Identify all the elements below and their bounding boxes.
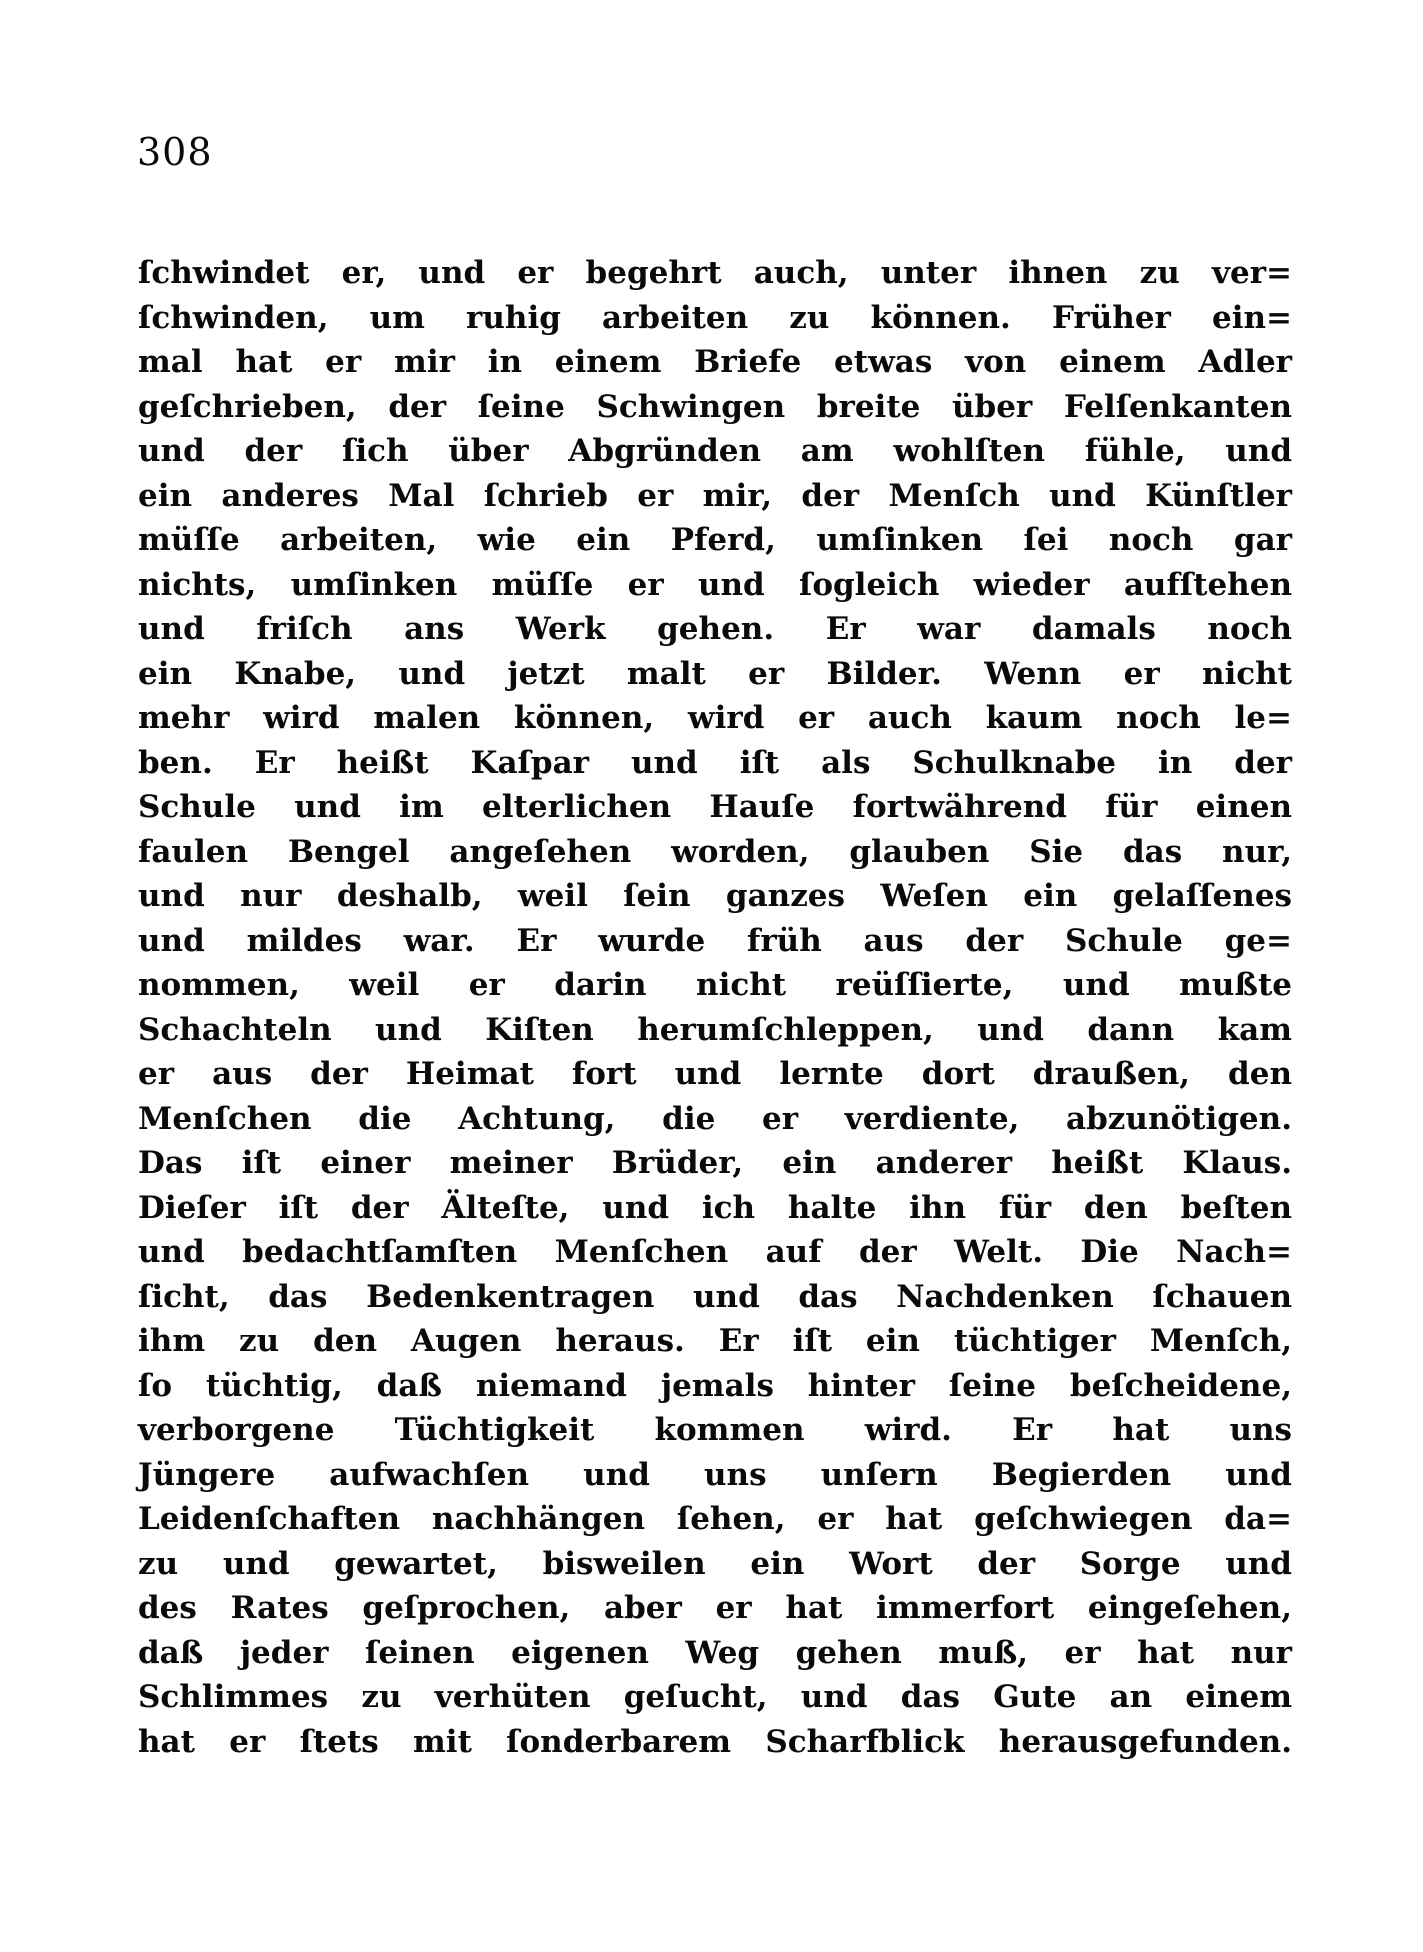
text-line: Dieſer iſt der Älteſte, und ich halte ihn für den beſten: [138, 1189, 1292, 1226]
text-line: zu und gewartet, bisweilen ein Wort der Sorge und: [138, 1545, 1292, 1582]
text-line: nommen, weil er darin nicht reüſſierte, und mußte: [138, 967, 1292, 1003]
text-line: und bedachtſamſten Menſchen auf der Welt. Die Nach=: [138, 1234, 1292, 1270]
page-number: 308: [137, 130, 213, 174]
text-line: daß jeder ſeinen eigenen Weg gehen muß, er hat nur: [138, 1634, 1292, 1671]
text-line: müſſe arbeiten, wie ein Pferd, umſinken ſei noch gar: [138, 522, 1292, 558]
text-line: Schlimmes zu verhüten geſucht, und das Gute an einem: [138, 1679, 1292, 1715]
text-line: Jüngere aufwachſen und uns unſern Begierden und: [138, 1456, 1292, 1493]
text-line: ein Knabe, und jetzt malt er Bilder. Wenn er nicht: [138, 655, 1292, 692]
text-line: ſicht, das Bedenkentragen und das Nachdenken ſchauen: [138, 1278, 1292, 1315]
text-line: er aus der Heimat fort und lernte dort draußen, den: [138, 1056, 1292, 1092]
text-line: ſchwindet er, und er begehrt auch, unter ihnen zu ver=: [138, 255, 1292, 291]
text-line: und friſch ans Werk gehen. Er war damals noch: [138, 611, 1292, 647]
text-line: ihm zu den Augen heraus. Er iſt ein tüchtiger Menſch,: [138, 1323, 1292, 1359]
text-line: ſo tüchtig, daß niemand jemals hinter ſeine beſcheidene,: [138, 1367, 1292, 1404]
text-line: verborgene Tüchtigkeit kommen wird. Er hat uns: [138, 1412, 1292, 1448]
text-line: geſchrieben, der ſeine Schwingen breite über Felſenkanten: [138, 388, 1292, 425]
text-line: Leidenſchaften nachhängen ſehen, er hat geſchwiegen da=: [138, 1501, 1292, 1537]
text-line: Das iſt einer meiner Brüder, ein anderer heißt Klaus.: [138, 1145, 1292, 1181]
text-line: und mildes war. Er wurde früh aus der Schule ge=: [138, 922, 1292, 959]
text-line: Schachteln und Kiſten herumſchleppen, und dann kam: [138, 1011, 1292, 1048]
text-line: Menſchen die Achtung, die er verdiente, abzunötigen.: [138, 1100, 1292, 1137]
text-block: [138, 251, 1292, 1764]
text-line: mehr wird malen können, wird er auch kaum noch le=: [138, 700, 1292, 736]
text-line: und der ſich über Abgründen am wohlſten fühle, und: [138, 433, 1292, 469]
text-line: des Rates geſprochen, aber er hat immerfort eingeſehen,: [138, 1590, 1292, 1626]
text-line: faulen Bengel angeſehen worden, glauben Sie das nur,: [138, 833, 1292, 870]
text-line: und nur deshalb, weil ſein ganzes Weſen ein gelaſſenes: [138, 878, 1292, 914]
text-line: mal hat er mir in einem Briefe etwas von einem Adler: [138, 344, 1292, 380]
text-line: nichts, umſinken müſſe er und ſogleich wieder aufſtehen: [138, 566, 1292, 603]
text-line: hat er ſtets mit ſonderbarem Scharfblick herausgefunden.: [138, 1723, 1292, 1760]
text-line: ben. Er heißt Kaſpar und iſt als Schulknabe in der: [138, 744, 1292, 781]
text-line: ſchwinden, um ruhig arbeiten zu können. Früher ein=: [138, 299, 1292, 336]
text-line: Schule und im elterlichen Hauſe fortwährend für einen: [138, 789, 1292, 825]
text-line: ein anderes Mal ſchrieb er mir, der Menſch und Künſtler: [138, 477, 1292, 514]
